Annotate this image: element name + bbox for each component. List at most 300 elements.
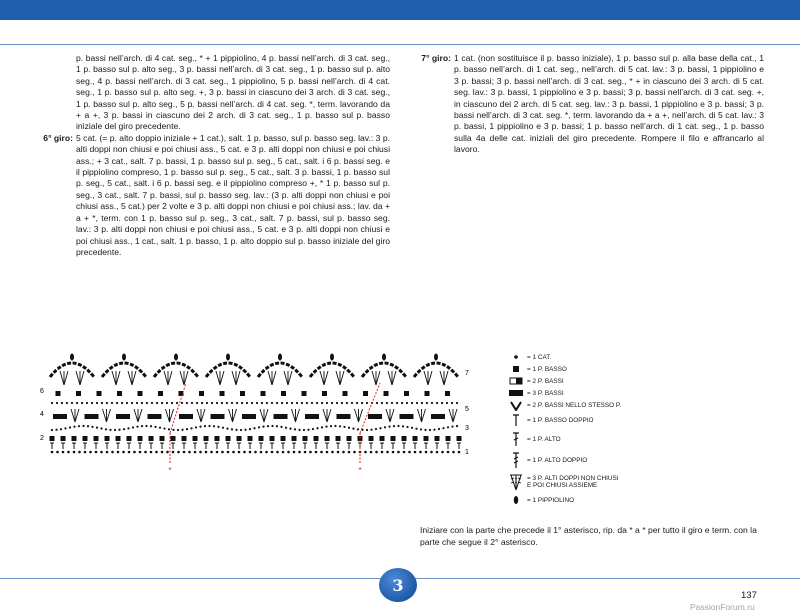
chain-dot <box>309 451 312 454</box>
sc-square <box>182 436 187 441</box>
post-stitch <box>391 443 395 449</box>
chain-dot <box>458 451 461 454</box>
sc-square <box>193 436 198 441</box>
row-number-2: 2 <box>40 435 44 442</box>
chain-dot <box>334 425 336 427</box>
post-stitch <box>127 443 131 449</box>
chain-dot <box>370 429 372 431</box>
chain-dot <box>446 402 448 404</box>
sc-square <box>76 391 81 396</box>
chain-dot <box>287 451 290 454</box>
post-stitch <box>325 443 329 449</box>
chain-dot <box>261 402 263 404</box>
chain-dot <box>456 425 458 427</box>
chain-dot <box>370 451 373 454</box>
chain-dot <box>201 402 203 404</box>
post-stitch <box>116 443 120 449</box>
sc-block <box>368 414 382 419</box>
header-bar <box>0 0 800 20</box>
chain-dot <box>146 402 148 404</box>
scallop-arc <box>310 363 354 377</box>
chain-dot <box>311 402 313 404</box>
chain-dot <box>105 428 107 430</box>
chain-dot <box>243 451 246 454</box>
chain-dot <box>91 402 93 404</box>
chain-dot <box>406 426 408 428</box>
sc-square <box>292 436 297 441</box>
chain-dot <box>51 402 53 404</box>
chain-dot <box>397 451 400 454</box>
chain-dot <box>96 402 98 404</box>
cluster-stitch <box>112 371 120 385</box>
chain-dot <box>320 451 323 454</box>
chain-dot <box>221 451 224 454</box>
sc-square <box>226 436 231 441</box>
chain-dot <box>87 425 89 427</box>
chain-dot <box>168 428 170 430</box>
chain-dot <box>452 451 455 454</box>
chain-dot <box>136 426 138 428</box>
row-number-7: 7 <box>465 370 469 377</box>
cluster-stitch <box>71 409 79 422</box>
chart-stitches <box>50 354 462 464</box>
chain-dot <box>227 451 230 454</box>
chain-dot <box>348 451 351 454</box>
chain-dot <box>141 425 143 427</box>
chain-dot <box>414 451 417 454</box>
chain-dot <box>307 429 309 431</box>
cluster-stitch <box>388 371 396 385</box>
sc-square <box>97 391 102 396</box>
post-stitch <box>160 443 164 449</box>
chain-dot <box>281 402 283 404</box>
round-6 <box>38 133 390 258</box>
sc-square <box>116 436 121 441</box>
chain-dot <box>128 451 131 454</box>
chain-dot <box>236 402 238 404</box>
chain-dot <box>211 402 213 404</box>
cluster-stitch <box>268 371 276 385</box>
picot <box>434 354 438 361</box>
chain-dot-icon <box>508 354 524 360</box>
chain-dot <box>298 451 301 454</box>
legend-label: = 3 P. ALTI DOPPI NON CHIUSI E POI CHIUSI ASSIEME <box>527 475 619 489</box>
sc-block <box>337 414 351 419</box>
dc-stitch-icon <box>508 432 524 447</box>
sc-block <box>211 414 225 419</box>
chain-dot <box>421 402 423 404</box>
chain-dot <box>276 425 278 427</box>
chain-dot <box>246 402 248 404</box>
chain-dot <box>121 402 123 404</box>
chain-dot <box>260 451 263 454</box>
legend-label: = 1 PIPPIOLINO <box>527 496 575 504</box>
chain-dot <box>342 451 345 454</box>
post-stitch <box>61 443 65 449</box>
post-stitch <box>72 443 76 449</box>
sc-square <box>384 391 389 396</box>
chain-dot <box>132 426 134 428</box>
chain-dot <box>392 451 395 454</box>
chain-dot <box>66 402 68 404</box>
chain-dot <box>271 451 274 454</box>
sc-square <box>281 436 286 441</box>
legend-2sc <box>508 375 678 387</box>
chain-dot <box>188 451 191 454</box>
chain-dot <box>114 429 116 431</box>
chain-dot <box>238 451 241 454</box>
chain-dot <box>194 451 197 454</box>
sc-square <box>425 391 430 396</box>
scallop-arc <box>154 363 198 377</box>
sc-block <box>274 414 288 419</box>
scallop-arc <box>50 363 94 377</box>
post-stitch <box>105 443 109 449</box>
chain-dot <box>96 427 98 429</box>
chain-dot <box>231 428 233 430</box>
chain-dot <box>213 425 215 427</box>
chain-dot <box>91 426 93 428</box>
chain-dot <box>321 426 323 428</box>
square-icon <box>508 365 524 373</box>
chain-dot <box>216 402 218 404</box>
chain-dot <box>411 427 413 429</box>
round-7-label: 7° giro: <box>421 53 451 63</box>
chain-dot <box>154 426 156 428</box>
chain-dot <box>366 429 368 431</box>
cluster-stitch <box>103 409 111 422</box>
chain-dot <box>60 428 62 430</box>
post-stitch <box>380 443 384 449</box>
sc-square <box>446 436 451 441</box>
chain-dot <box>280 426 282 428</box>
sc-square <box>237 436 242 441</box>
sc-square <box>171 436 176 441</box>
chain-dot <box>231 402 233 404</box>
left-text-column <box>38 53 390 258</box>
legend-3sc <box>508 387 678 399</box>
post-stitch <box>303 443 307 449</box>
chain-dot <box>306 402 308 404</box>
chain-dot <box>196 402 198 404</box>
chain-dot <box>316 427 318 429</box>
cluster-stitch <box>292 409 300 422</box>
chain-dot <box>123 428 125 430</box>
chain-dot <box>397 425 399 427</box>
chain-dot <box>316 402 318 404</box>
post-stitch <box>281 443 285 449</box>
chain-dot <box>56 451 59 454</box>
chain-dot <box>176 402 178 404</box>
sc-square <box>220 391 225 396</box>
chain-dot <box>249 428 251 430</box>
chain-dot <box>56 402 58 404</box>
sc-square <box>380 436 385 441</box>
row-number-5: 5 <box>465 406 469 413</box>
chain-dot <box>436 402 438 404</box>
sc-square <box>240 391 245 396</box>
post-stitch <box>50 443 54 449</box>
legend-label: = 1 CAT. <box>527 353 552 361</box>
chain-dot <box>352 428 354 430</box>
chain-dot <box>254 451 257 454</box>
sc-square <box>404 391 409 396</box>
post-stitch <box>424 443 428 449</box>
chain-dot <box>276 402 278 404</box>
chain-dot <box>251 402 253 404</box>
chain-dot <box>69 426 71 428</box>
picot <box>330 354 334 361</box>
chain-dot <box>244 429 246 431</box>
scallop-arc <box>362 363 406 377</box>
legend-picot <box>508 493 678 507</box>
chain-dot <box>426 402 428 404</box>
chain-dot <box>71 402 73 404</box>
chain-dot <box>183 451 186 454</box>
chain-dot <box>226 402 228 404</box>
chain-dot <box>122 451 125 454</box>
chain-dot <box>258 426 260 428</box>
post-stitch <box>193 443 197 449</box>
post-stitch <box>83 443 87 449</box>
post-stitch <box>457 443 461 449</box>
post-stitch <box>292 443 296 449</box>
chain-dot <box>326 402 328 404</box>
chain-dot <box>326 451 329 454</box>
scallop-arc <box>414 363 458 377</box>
sc-square <box>343 391 348 396</box>
sc-block <box>179 414 193 419</box>
chain-dot <box>416 402 418 404</box>
chain-dot <box>106 451 109 454</box>
chain-dot <box>64 427 66 429</box>
chain-dot <box>100 427 102 429</box>
sc-square <box>138 391 143 396</box>
asterisk-2: * <box>358 466 362 475</box>
chain-dot <box>67 451 70 454</box>
chain-dot <box>208 425 210 427</box>
post-stitch <box>369 443 373 449</box>
sc-square <box>127 436 132 441</box>
cluster-stitch <box>232 371 240 385</box>
tr-stitch-icon <box>508 452 524 469</box>
row-number-4: 4 <box>40 411 44 418</box>
chain-dot <box>161 451 164 454</box>
sc-square <box>435 436 440 441</box>
chain-dot <box>155 451 158 454</box>
chain-dot <box>294 428 296 430</box>
sc-square <box>149 436 154 441</box>
chain-dot <box>312 428 314 430</box>
chain-dot <box>303 429 305 431</box>
post-stitch <box>336 443 340 449</box>
chain-dot <box>249 451 252 454</box>
chain-dot <box>205 451 208 454</box>
chain-dot <box>226 427 228 429</box>
chain-dot <box>384 426 386 428</box>
chain-dot <box>109 429 111 431</box>
post-stitch <box>182 443 186 449</box>
chain-dot <box>447 451 450 454</box>
sc-square <box>158 391 163 396</box>
chain-dot <box>401 402 403 404</box>
row-number-1: 1 <box>465 449 469 456</box>
chain-dot <box>330 425 332 427</box>
chain-dot <box>356 402 358 404</box>
cluster-stitch <box>284 371 292 385</box>
legend-label: = 3 P. BASSI <box>527 389 564 397</box>
chain-dot <box>171 402 173 404</box>
legend-dc <box>508 429 678 449</box>
chain-dot <box>379 427 381 429</box>
sc-square <box>160 436 165 441</box>
legend-hdc <box>508 412 678 429</box>
cluster-stitch <box>372 371 380 385</box>
sc-square <box>322 391 327 396</box>
sc-square <box>94 436 99 441</box>
sc-square <box>105 436 110 441</box>
chain-dot <box>172 451 175 454</box>
chain-dot <box>82 425 84 427</box>
chain-dot <box>321 402 323 404</box>
chain-dot <box>447 426 449 428</box>
sc-square <box>413 436 418 441</box>
chain-dot <box>235 429 237 431</box>
chain-dot <box>325 425 327 427</box>
chain-dot <box>159 427 161 429</box>
chain-dot <box>181 429 183 431</box>
post-stitch <box>204 443 208 449</box>
cluster-stitch <box>76 371 84 385</box>
post-stitch <box>215 443 219 449</box>
chain-dot <box>51 429 53 431</box>
post-stitch-icon <box>508 414 524 427</box>
chain-dot <box>73 426 75 428</box>
sc-block <box>53 414 67 419</box>
sc-square <box>138 436 143 441</box>
chain-dot <box>163 427 165 429</box>
chain-dot <box>55 429 57 431</box>
post-stitch <box>171 443 175 449</box>
chain-dot <box>341 402 343 404</box>
chain-dot <box>145 425 147 427</box>
chain-dot <box>81 402 83 404</box>
header-rule <box>0 44 800 45</box>
sc-square <box>314 436 319 441</box>
sc-square <box>83 436 88 441</box>
repeat-note: Iniziare con la parte che precede il 1° asterisco, rip. da * a * per tutto il giro e term. con la parte che segue il 2° asterisco. <box>420 525 757 547</box>
chain-dot <box>78 451 81 454</box>
chain-dot <box>61 402 63 404</box>
chain-dot <box>216 451 219 454</box>
chain-dot <box>177 451 180 454</box>
chain-dot <box>161 402 163 404</box>
chain-dot <box>241 402 243 404</box>
sc-square <box>302 391 307 396</box>
picot <box>122 354 126 361</box>
scallop-arc <box>102 363 146 377</box>
triple-rect-icon <box>508 389 524 397</box>
picot <box>174 354 178 361</box>
cluster-stitch <box>166 409 174 422</box>
chain-dot <box>343 426 345 428</box>
chain-dot <box>73 451 76 454</box>
chain-dot <box>406 402 408 404</box>
chain-dot <box>282 451 285 454</box>
picot <box>278 354 282 361</box>
chain-dot <box>76 402 78 404</box>
chain-dot <box>424 429 426 431</box>
chain-dot <box>456 402 458 404</box>
chain-dot <box>442 427 444 429</box>
legend-tr <box>508 449 678 471</box>
cluster-stitch <box>336 371 344 385</box>
chain-dot <box>101 402 103 404</box>
sc-square <box>281 391 286 396</box>
chain-dot <box>451 402 453 404</box>
sc-square <box>270 436 275 441</box>
chain-dot <box>415 428 417 430</box>
sc-square <box>56 391 61 396</box>
post-stitch <box>413 443 417 449</box>
chain-dot <box>150 425 152 427</box>
chain-dot <box>431 402 433 404</box>
chain-dot <box>285 427 287 429</box>
chain-dot <box>210 451 213 454</box>
sc-square <box>117 391 122 396</box>
post-stitch <box>226 443 230 449</box>
chain-dot <box>403 451 406 454</box>
chain-dot <box>84 451 87 454</box>
sc-block <box>400 414 414 419</box>
legend-label: = 1 P. BASSO DOPPIO <box>527 417 594 424</box>
chain-dot <box>441 402 443 404</box>
row-number-3: 3 <box>465 425 469 432</box>
chain-dot <box>217 426 219 428</box>
chain-dot <box>131 402 133 404</box>
chain-dot <box>291 402 293 404</box>
chain-dot <box>232 451 235 454</box>
picot <box>70 354 74 361</box>
sc-square <box>424 436 429 441</box>
cluster-stitch <box>355 409 363 422</box>
chain-dot <box>331 451 334 454</box>
cluster-stitch <box>418 409 426 422</box>
sc-square <box>391 436 396 441</box>
chain-dot <box>337 451 340 454</box>
chain-dot <box>289 428 291 430</box>
chain-dot <box>271 402 273 404</box>
chain-dot <box>156 402 158 404</box>
chain-dot <box>451 425 453 427</box>
chain-dot <box>111 451 114 454</box>
sc-block <box>305 414 319 419</box>
post-stitch <box>94 443 98 449</box>
chain-dot <box>172 429 174 431</box>
chain-dot <box>262 426 264 428</box>
chain-dot <box>106 402 108 404</box>
chain-dot <box>51 451 54 454</box>
watermark: PassionForum.ru <box>690 602 755 612</box>
chain-dot <box>304 451 307 454</box>
sc-square <box>363 391 368 396</box>
chain-dot <box>222 427 224 429</box>
crochet-chart <box>36 345 476 475</box>
sc-block <box>242 414 256 419</box>
sc-square <box>457 436 462 441</box>
legend-label: = 1 P. ALTO <box>527 435 561 443</box>
chain-dot <box>95 451 98 454</box>
